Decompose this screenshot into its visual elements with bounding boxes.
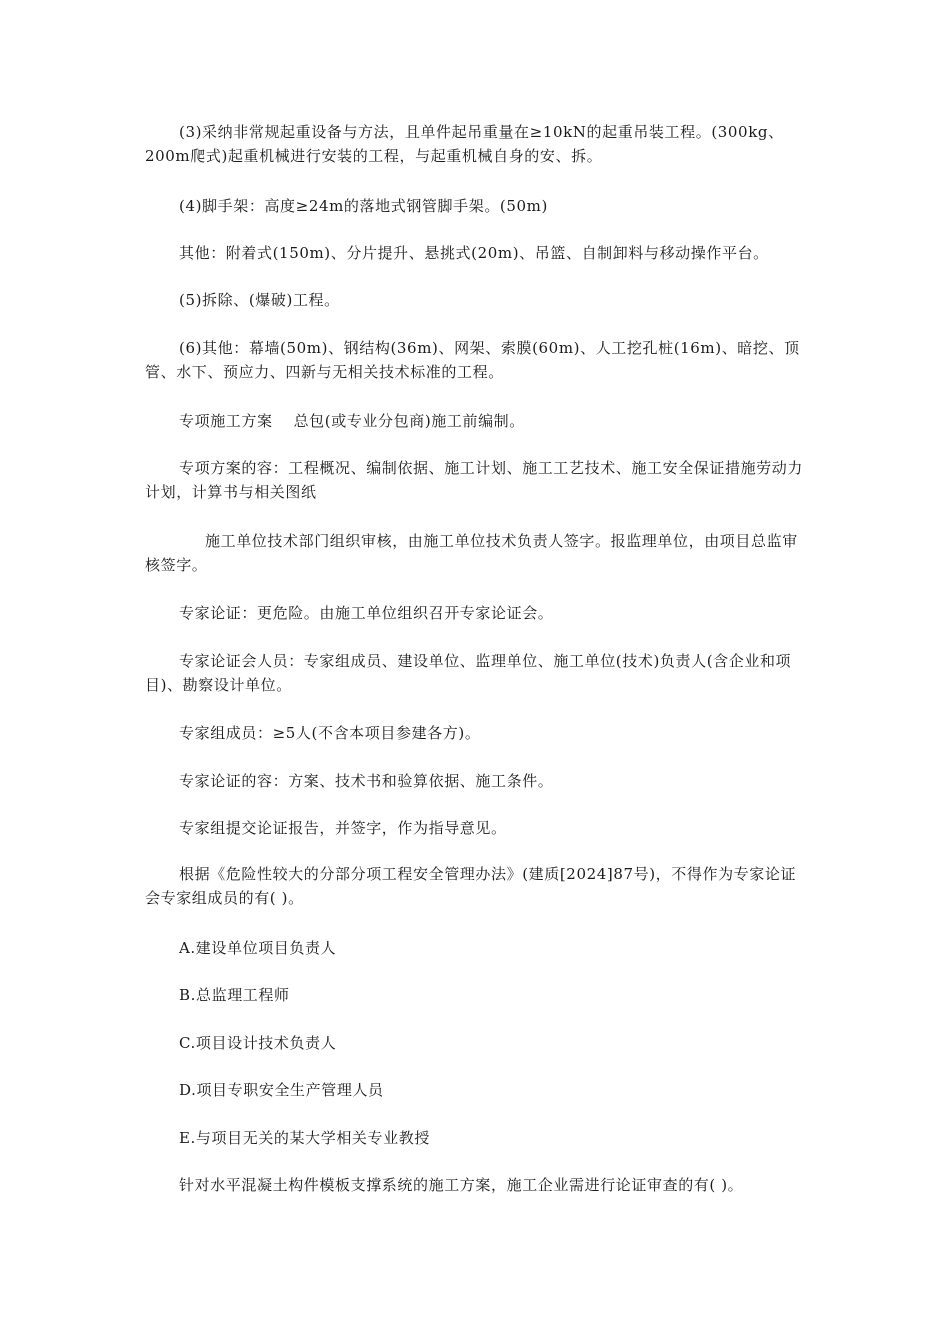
paragraph-other-platforms: 其他：附着式(150m)、分片提升、悬挑式(20m)、吊篮、自制卸料与移动操作平台。 <box>179 244 769 262</box>
question-2: 针对水平混凝土构件模板支撑系统的施工方案，施工企业需进行论证审查的有( )。 <box>179 1176 744 1194</box>
option-a: A.建设单位项目负责人 <box>179 939 337 957</box>
paragraph-plan-content: 专项方案的容：工程概况、编制依据、施工计划、施工工艺技术、施工安全保证措施劳动力计划，计算书与相关图纸 <box>145 459 804 501</box>
paragraph-crane-lifting: (3)采纳非常规起重设备与方法，且单件起吊重量在≥10kN的起重吊装工程。(300kg、200m爬式)起重机械进行安装的工程，与起重机械自身的安、拆。 <box>145 123 784 165</box>
paragraph-scaffold: (4)脚手架：高度≥24m的落地式钢管脚手架。(50m) <box>179 197 548 215</box>
question-1: 根据《危险性较大的分部分项工程安全管理办法》(建质[2024]87号)，不得作为专家论证会专家组成员的有( )。 <box>145 865 797 907</box>
paragraph-review: 施工单位技术部门组织审核，由施工单位技术负责人签字。报监理单位，由项目总监审核签字。 <box>145 532 798 574</box>
paragraph-expert-count: 专家组成员：≥5人(不含本项目参建各方)。 <box>179 724 481 742</box>
paragraph-demolition: (5)拆除、(爆破)工程。 <box>179 291 340 309</box>
paragraph-special-plan: 专项施工方案 总包(或专业分包商)施工前编制。 <box>179 412 525 430</box>
paragraph-meeting-members: 专家论证会人员：专家组成员、建设单位、监理单位、施工单位(技术)负责人(含企业和项目)、勘察设计单位。 <box>145 652 792 694</box>
option-d: D.项目专职安全生产管理人员 <box>179 1081 384 1099</box>
option-e: E.与项目无关的某大学相关专业教授 <box>179 1129 430 1147</box>
option-b: B.总监理工程师 <box>179 986 290 1004</box>
paragraph-demonstration-content: 专家论证的容：方案、技术书和验算依据、施工条件。 <box>179 772 554 790</box>
paragraph-expert-demonstration: 专家论证：更危险。由施工单位组织召开专家论证会。 <box>179 604 554 622</box>
option-c: C.项目设计技术负责人 <box>179 1034 337 1052</box>
paragraph-other-works: (6)其他：幕墙(50m)、钢结构(36m)、网架、索膜(60m)、人工挖孔桩(16m)、暗挖、顶管、水下、预应力、四新与无相关技术标准的工程。 <box>145 339 800 381</box>
paragraph-report: 专家组提交论证报告，并签字，作为指导意见。 <box>179 819 507 837</box>
